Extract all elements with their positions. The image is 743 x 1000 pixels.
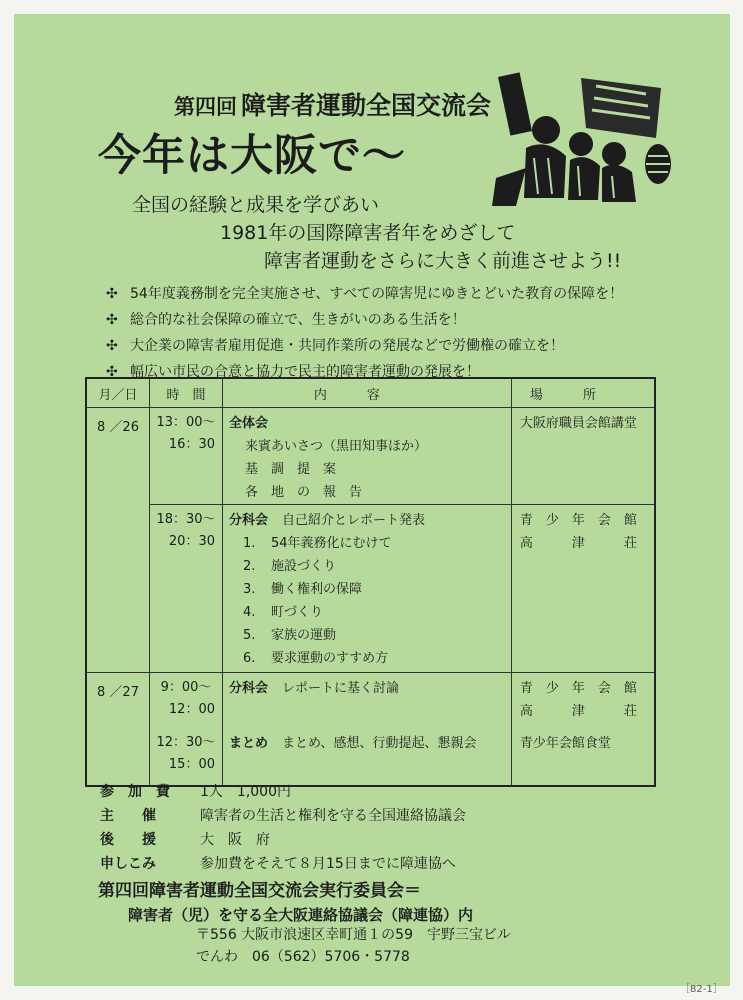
day1-s2-place: 青 少 年 会 館 高 津 荘: [511, 505, 655, 673]
day2-s1-time: 9：00〜 12：00: [150, 673, 223, 729]
goal-item: ✣ 大企業の障害者雇用促進・共同作業所の発展などで労働権の確立を！: [106, 334, 623, 360]
goal-item: ✣ 幅広い市民の合意と協力で民主的障害者運動の発展を！: [106, 360, 623, 386]
table-row: [86, 673, 655, 729]
day1-s2-content: 分科会 自己紹介とレポート発表 1. 54年義務化にむけて 2. 施設づくり 3. 働く権利の保障 4. 町づくり 5. 家族の運動 6. 要求運動のすすめ方: [223, 505, 512, 673]
phone: でんわ 06（562）5706・5778: [196, 949, 410, 965]
meeting-prefix: 第四回: [174, 95, 237, 119]
table-row: [86, 505, 655, 673]
schedule-table: [85, 377, 656, 787]
list-item: 6. 要求運動のすすめ方: [243, 651, 389, 666]
address: 〒556 大阪市浪速区幸町通１の59 宇野三宝ビル: [196, 927, 511, 943]
headline: 今年は大阪で〜: [98, 131, 406, 181]
goal-item: ✣ 総合的な社会保障の確立で、生きがいのある生活を！: [106, 308, 623, 334]
table-row: [86, 408, 655, 505]
day2-s1-place: 青 少 年 会 館 高 津 荘: [511, 673, 655, 729]
day2-s2-content: まとめ まとめ、感想、行動提起、懇親会: [223, 728, 512, 786]
meeting-name: 障害者運動全国交流会: [241, 91, 492, 120]
day2-s2-time: 12：30〜 15：00: [150, 728, 223, 786]
subtitle-1: 全国の経験と成果を学びあい: [132, 194, 380, 216]
day2-s1-content: 分科会 レポートに基く討論: [223, 673, 512, 729]
cross-bullet-icon: ✣: [106, 312, 118, 328]
committee-name: 第四回障害者運動全国交流会実行委員会＝: [98, 881, 421, 901]
day1-s2-time: 18：30〜 20：30: [150, 505, 223, 673]
day1-date: 8 ／26: [86, 408, 150, 673]
subtitle-3: 障害者運動をさらに大きく前進させよう!!: [264, 250, 622, 272]
support-row: 後 援 大 阪 府: [100, 832, 270, 848]
association-name: 障害者（児）を守る全大阪連絡協議会（障連協）内: [128, 906, 474, 924]
header-content: 内容: [223, 378, 512, 408]
list-item: 1. 54年義務化にむけて: [243, 536, 392, 551]
day2-date: 8 ／27: [86, 673, 150, 787]
day1-s1-content: 全体会 来賓あいさつ（黒田知事ほか） 基 調 提 案 各 地 の 報 告: [223, 408, 512, 505]
cross-bullet-icon: ✣: [106, 364, 118, 380]
table-row: [86, 728, 655, 786]
cross-bullet-icon: ✣: [106, 286, 118, 302]
header-place: 場所: [511, 378, 655, 408]
fee-row: 参 加 費 1人 1,000円: [100, 784, 291, 800]
schedule-header-row: [86, 378, 655, 408]
day1-s1-time: 13：00〜 16：30: [150, 408, 223, 505]
cross-bullet-icon: ✣: [106, 338, 118, 354]
day1-s1-place: 大阪府職員会館講堂: [511, 408, 655, 505]
subtitle-2: 1981年の国際障害者年をめざして: [220, 222, 516, 244]
list-item: 2. 施設づくり: [243, 559, 337, 574]
woodcut-illustration: [486, 68, 676, 208]
apply-row: 申しこみ 参加費をそえて８月15日までに障連協へ: [100, 856, 456, 872]
goals-list: [106, 282, 623, 386]
list-item: 4. 町づくり: [243, 605, 324, 620]
day2-s2-place: 青少年会館食堂: [511, 728, 655, 786]
event-info: [100, 780, 466, 876]
meeting-title: [174, 86, 491, 122]
list-item: 5. 家族の運動: [243, 628, 337, 643]
header-time: 時 間: [150, 378, 223, 408]
archive-mark: ［82-1］: [680, 984, 723, 995]
goal-item: ✣ 54年度義務制を完全実施させ、すべての障害児にゆきとどいた教育の保障を！: [106, 282, 623, 308]
header-date: 月／日: [86, 378, 150, 408]
list-item: 3. 働く権利の保障: [243, 582, 363, 597]
host-row: 主 催 障害者の生活と権利を守る全国連絡協議会: [100, 808, 466, 824]
